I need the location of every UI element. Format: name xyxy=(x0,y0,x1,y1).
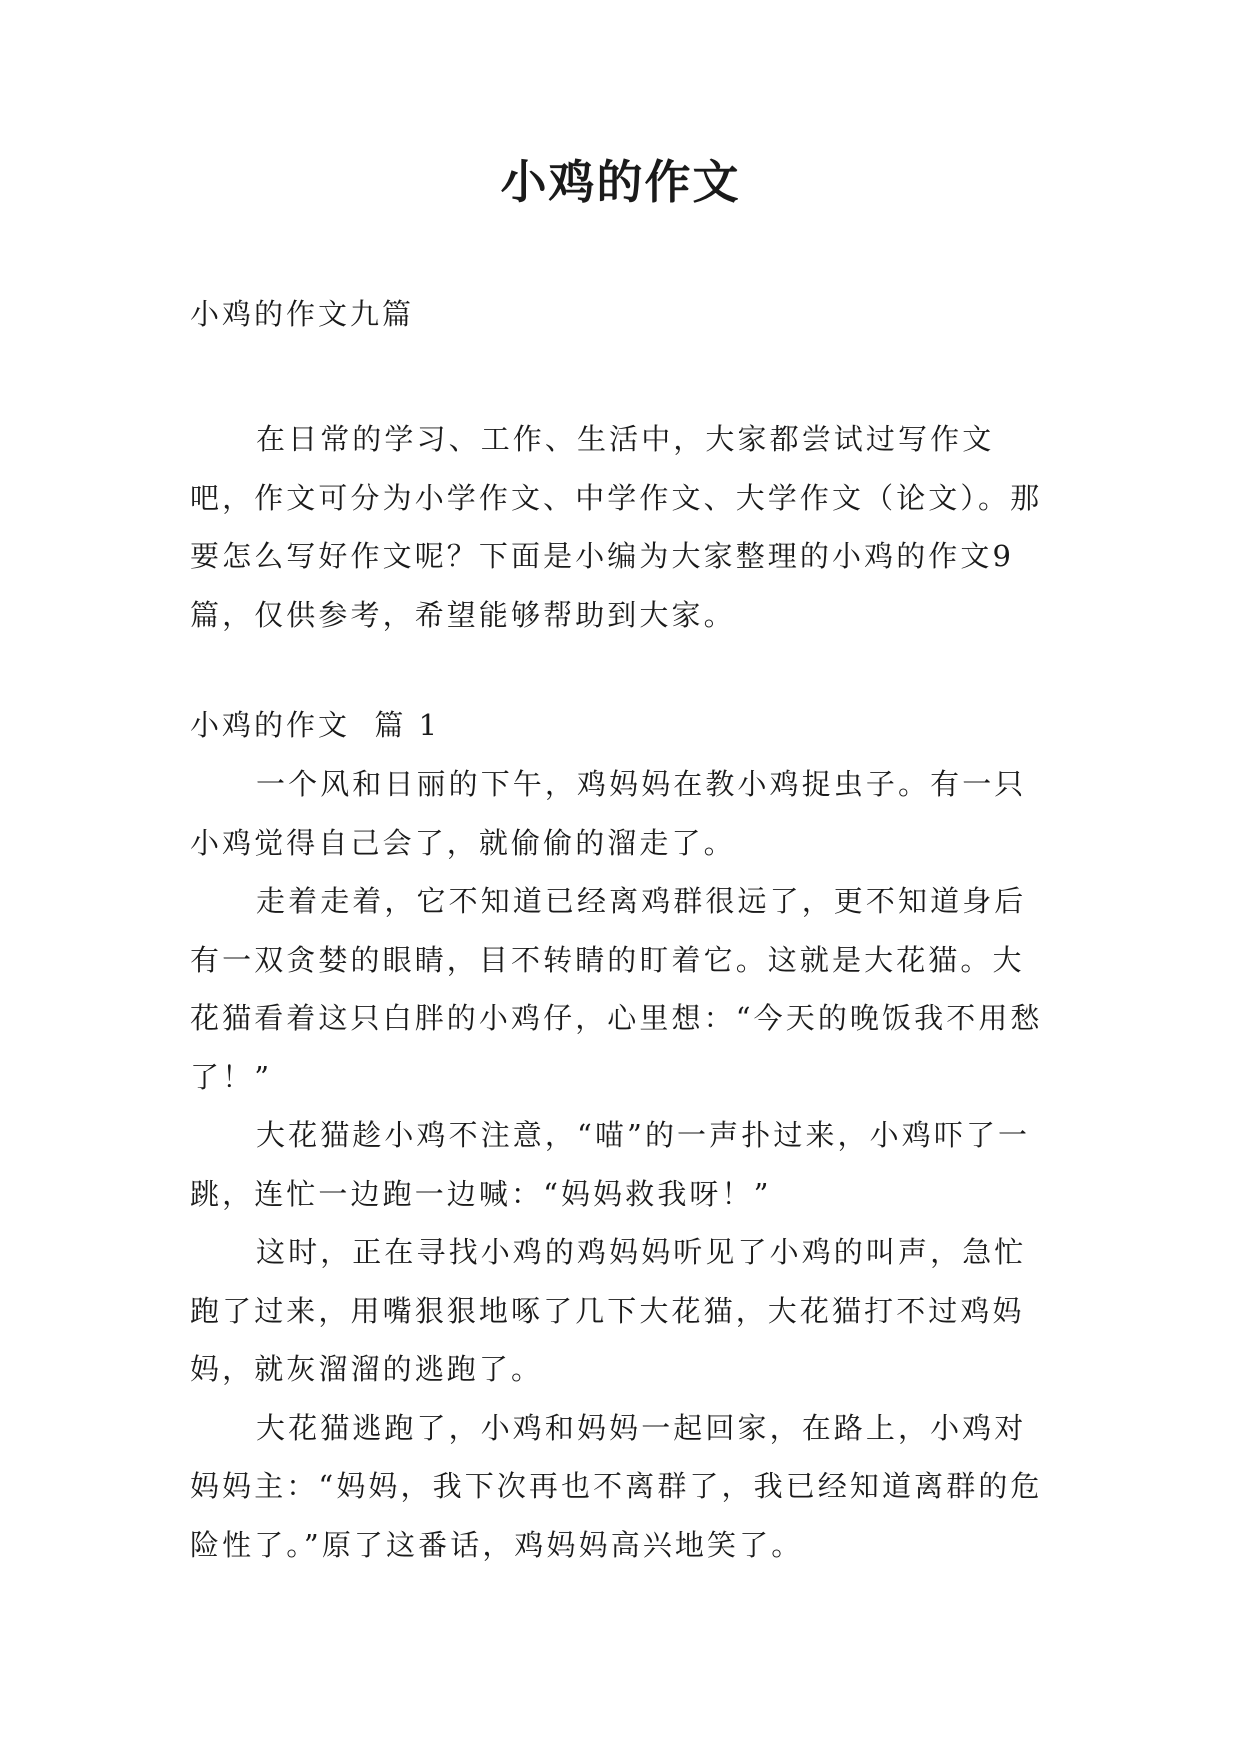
body-paragraph: 一个风和日丽的下午，鸡妈妈在教小鸡捉虫子。有一只小鸡觉得自己会了，就偷偷的溜走了。 xyxy=(190,767,1027,860)
section-heading: 小鸡的作文 篇 1 xyxy=(190,708,441,742)
document-subtitle: 小鸡的作文九篇 xyxy=(190,297,415,331)
section-body xyxy=(190,755,1056,1574)
body-paragraph: 大花猫趁小鸡不注意，“喵”的一声扑过来，小鸡吓了一跳，连忙一边跑一边喊：“妈妈救我呀！” xyxy=(190,1118,1031,1211)
body-paragraph: 这时，正在寻找小鸡的鸡妈妈听见了小鸡的叫声，急忙跑了过来，用嘴狠狠地啄了几下大花猫，大花猫打不过鸡妈妈，就灰溜溜的逃跑了。 xyxy=(190,1235,1027,1386)
body-paragraph: 走着走着，它不知道已经离鸡群很远了，更不知道身后有一双贪婪的眼睛，目不转睛的盯着它。这就是大花猫。大花猫看着这只白胖的小鸡仔，心里想：“今天的晚饭我不用愁了！” xyxy=(190,884,1043,1094)
document-title: 小鸡的作文 xyxy=(500,155,741,209)
body-paragraph: 大花猫逃跑了，小鸡和妈妈一起回家，在路上，小鸡对妈妈主：“妈妈，我下次再也不离群了，我已经知道离群的危险性了。”原了这番话，鸡妈妈高兴地笑了。 xyxy=(190,1410,1043,1562)
intro-paragraph: 在日常的学习、工作、生活中，大家都尝试过写作文吧，作文可分为小学作文、中学作文、大学作文（论文）。那要怎么写好作文呢？下面是小编为大家整理的小鸡的作文9篇，仅供参考，希望能够帮助到大家。 xyxy=(190,422,1043,632)
